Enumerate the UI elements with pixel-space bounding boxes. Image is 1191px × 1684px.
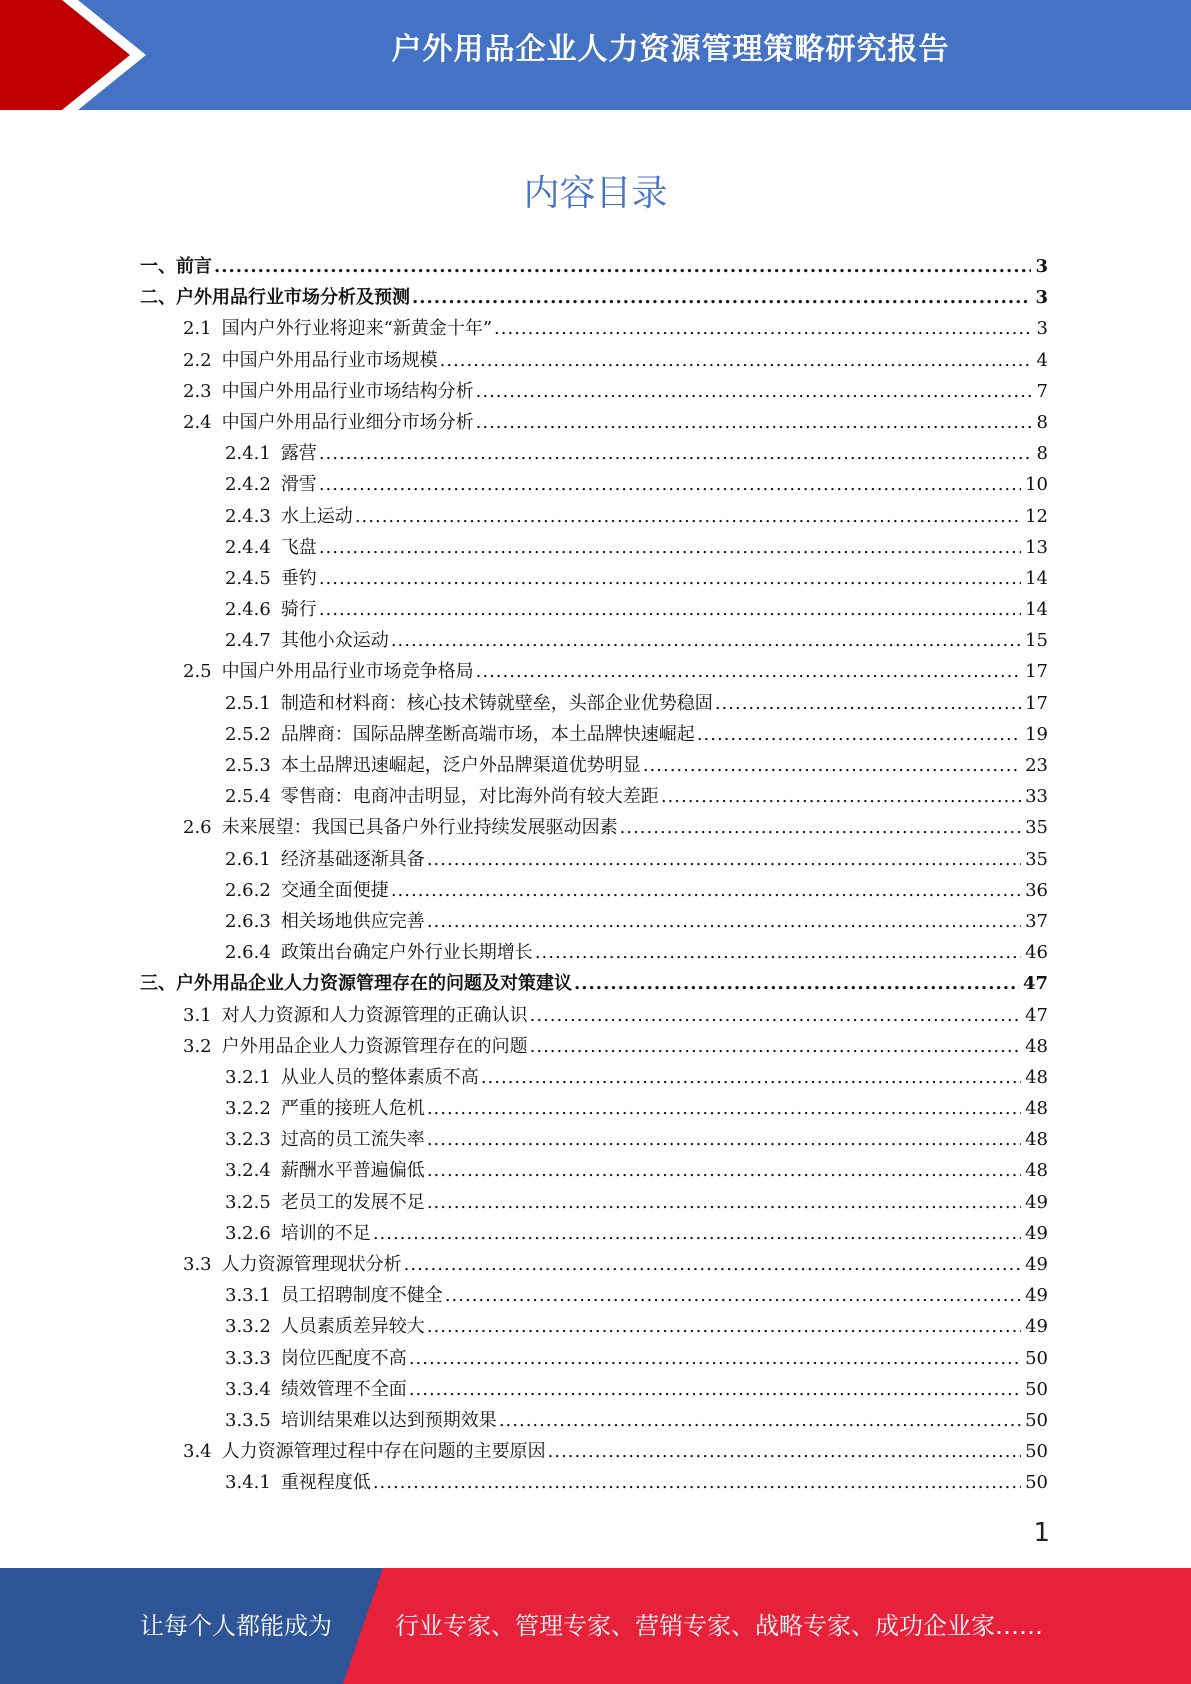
toc-entry-page: 14 — [1025, 567, 1048, 589]
toc-entry-title: 从业人员的整体素质不高 — [280, 1066, 479, 1088]
toc-entry-number: 3.3.2 — [225, 1316, 271, 1338]
toc-entry-title: 中国户外用品行业市场规模 — [221, 349, 438, 371]
toc-entry-page: 50 — [1025, 1347, 1048, 1369]
toc-dot-leader — [319, 474, 1021, 495]
toc-entry-number: 3.3.4 — [225, 1378, 271, 1400]
toc-dot-leader — [445, 1285, 1021, 1306]
toc-dot-leader — [373, 1472, 1021, 1493]
toc-entry-page: 3 — [1035, 256, 1048, 277]
toc-entry-page: 14 — [1025, 599, 1048, 621]
toc-dot-leader — [643, 755, 1021, 776]
toc-entry-title: 品牌商：国际品牌垄断高端市场，本土品牌快速崛起 — [280, 723, 695, 745]
toc-entry[interactable] — [140, 689, 1048, 720]
toc-entry-page: 35 — [1025, 817, 1048, 839]
toc-entry-page: 50 — [1025, 1378, 1048, 1400]
toc-entry[interactable] — [140, 1406, 1048, 1437]
toc-entry[interactable] — [140, 907, 1048, 938]
toc-entry[interactable] — [140, 1032, 1048, 1063]
toc-entry-page: 3 — [1036, 318, 1048, 340]
toc-entry-page: 12 — [1025, 505, 1048, 527]
toc-entry-page: 46 — [1025, 942, 1048, 964]
toc-entry-title: 培训的不足 — [280, 1222, 371, 1244]
toc-entry[interactable] — [140, 1468, 1048, 1499]
toc-entry-title: 骑行 — [280, 599, 317, 621]
toc-entry[interactable] — [140, 502, 1048, 533]
toc-entry-number: 3.2.2 — [225, 1098, 271, 1120]
toc-entry-number: 2.4.4 — [225, 536, 271, 558]
toc-dot-leader — [319, 443, 1033, 464]
toc-entry[interactable] — [140, 470, 1048, 501]
toc-entry-title: 中国户外用品行业市场结构分析 — [221, 380, 474, 402]
toc-entry-number: 2.4.5 — [225, 567, 271, 589]
document-title: 户外用品企业人力资源管理策略研究报告 — [391, 32, 950, 67]
toc-entry-title: 国内户外行业将迎来“新黄金十年” — [221, 318, 493, 340]
toc-entry[interactable] — [140, 408, 1048, 439]
toc-entry[interactable] — [140, 346, 1048, 377]
toc-dot-leader — [404, 1254, 1021, 1275]
toc-entry-number: 二、 — [140, 287, 176, 309]
toc-entry-number: 3.3.3 — [225, 1347, 271, 1369]
toc-entry-title: 交通全面便捷 — [280, 879, 389, 901]
toc-entry-number: 3.2.3 — [225, 1129, 271, 1151]
toc-entry[interactable] — [140, 1250, 1048, 1281]
toc-dot-leader — [476, 381, 1033, 402]
toc-entry-title: 前言 — [176, 256, 212, 277]
toc-entry[interactable] — [140, 751, 1048, 782]
toc-dot-leader — [214, 256, 1031, 277]
toc-entry-page: 49 — [1025, 1316, 1048, 1338]
footer-slogan-right: 行业专家、管理专家、营销专家、战略专家、成功企业家…… — [395, 1612, 1043, 1640]
toc-dot-leader — [319, 599, 1021, 620]
toc-dot-leader — [535, 942, 1021, 963]
toc-entry[interactable] — [140, 969, 1048, 1000]
toc-entry[interactable] — [140, 876, 1048, 907]
toc-entry-number: 三、 — [140, 973, 176, 995]
toc-entry[interactable] — [140, 439, 1048, 470]
toc-dot-leader — [715, 693, 1021, 714]
toc-entry-page: 48 — [1025, 1066, 1048, 1088]
toc-entry[interactable] — [140, 720, 1048, 751]
toc-entry-page: 8 — [1036, 411, 1048, 433]
toc-entry-number: 2.6.4 — [225, 942, 271, 964]
toc-entry-page: 47 — [1025, 1004, 1048, 1026]
toc-dot-leader — [427, 1098, 1021, 1119]
toc-dot-leader — [391, 880, 1021, 901]
toc-entry[interactable] — [140, 1063, 1048, 1094]
toc-entry-title: 政策出台确定户外行业长期增长 — [280, 942, 533, 964]
toc-entry-number: 3.2.5 — [225, 1191, 271, 1213]
toc-entry-title: 老员工的发展不足 — [280, 1191, 425, 1213]
toc-entry-title: 其他小众运动 — [280, 630, 389, 652]
toc-entry-page: 49 — [1025, 1285, 1048, 1307]
toc-entry[interactable] — [140, 657, 1048, 688]
toc-entry[interactable] — [140, 564, 1048, 595]
toc-entry-page: 48 — [1025, 1098, 1048, 1120]
toc-dot-leader — [620, 817, 1021, 838]
toc-entry-number: 2.2 — [183, 349, 212, 371]
toc-entry[interactable] — [140, 938, 1048, 969]
toc-entry-title: 人力资源管理现状分析 — [221, 1254, 402, 1275]
toc-dot-leader — [476, 661, 1021, 682]
toc-entry-number: 2.4.3 — [225, 505, 271, 527]
toc-entry-page: 48 — [1025, 1160, 1048, 1182]
toc-dot-leader — [530, 1036, 1021, 1057]
toc-entry-page: 36 — [1025, 879, 1048, 901]
toc-dot-leader — [427, 1316, 1021, 1337]
footer-banner — [0, 1568, 1191, 1684]
toc-dot-leader — [530, 1005, 1021, 1026]
toc-entry-page: 17 — [1025, 661, 1048, 683]
toc-entry-title: 相关场地供应完善 — [280, 910, 425, 932]
toc-entry[interactable] — [140, 845, 1048, 876]
toc-entry-title: 重视程度低 — [280, 1472, 371, 1494]
toc-entry-number: 2.4.7 — [225, 630, 271, 652]
toc-entry-number: 2.5.1 — [225, 692, 271, 714]
toc-dot-leader — [373, 1223, 1021, 1244]
toc-entry-page: 8 — [1036, 443, 1048, 465]
toc-dot-leader — [391, 630, 1021, 651]
toc-entry-number: 2.6.1 — [225, 848, 271, 870]
toc-entry-title: 岗位匹配度不高 — [280, 1347, 407, 1369]
toc-entry-number: 3.1 — [183, 1004, 212, 1026]
toc-entry-page: 15 — [1025, 630, 1048, 652]
toc-dot-leader — [697, 724, 1021, 745]
toc-entry-title: 未来展望：我国已具备户外行业持续发展驱动因素 — [221, 817, 618, 839]
toc-entry[interactable] — [140, 377, 1048, 408]
toc-entry-page: 47 — [1022, 973, 1048, 995]
toc-entry-page: 49 — [1025, 1191, 1048, 1213]
toc-entry-number: 3.2.4 — [225, 1160, 271, 1182]
toc-entry-page: 4 — [1036, 349, 1048, 371]
toc-heading: 内容目录 — [523, 173, 668, 214]
toc-entry[interactable] — [140, 533, 1048, 564]
toc-entry-title: 水上运动 — [280, 505, 353, 527]
toc-entry-title: 制造和材料商：核心技术铸就壁垒，头部企业优势稳固 — [280, 692, 713, 714]
toc-entry-title: 经济基础逐渐具备 — [280, 848, 425, 870]
table-of-contents — [140, 252, 1048, 1500]
toc-entry-title: 中国户外用品行业细分市场分析 — [221, 411, 474, 433]
toc-entry-page: 50 — [1025, 1472, 1048, 1494]
toc-dot-leader — [661, 786, 1021, 807]
toc-entry-number: 2.4 — [183, 411, 212, 433]
toc-dot-leader — [427, 1192, 1021, 1213]
toc-entry-title: 中国户外用品行业市场竞争格局 — [221, 661, 474, 683]
toc-entry-page: 48 — [1025, 1129, 1048, 1151]
toc-entry-page: 37 — [1025, 910, 1048, 932]
toc-entry-title: 零售商：电商冲击明显，对比海外尚有较大差距 — [280, 786, 659, 808]
toc-dot-leader — [412, 287, 1031, 308]
toc-entry-page: 7 — [1036, 380, 1048, 402]
toc-entry-number: 2.5.4 — [225, 786, 271, 808]
toc-dot-leader — [409, 1348, 1021, 1369]
toc-dot-leader — [319, 568, 1021, 589]
toc-entry-title: 人员素质差异较大 — [280, 1316, 425, 1338]
toc-entry[interactable] — [140, 252, 1048, 283]
page-number: 1 — [1033, 1518, 1050, 1548]
toc-dot-leader — [499, 1410, 1021, 1431]
toc-entry-title: 户外用品企业人力资源管理存在的问题 — [221, 1035, 528, 1057]
toc-entry-title: 露营 — [280, 443, 317, 465]
toc-dot-leader — [427, 849, 1021, 870]
toc-dot-leader — [409, 1379, 1021, 1400]
toc-entry-number: 3.2 — [183, 1035, 212, 1057]
toc-entry-number: 3.3.1 — [225, 1285, 271, 1307]
toc-entry-title: 滑雪 — [280, 474, 317, 496]
toc-entry[interactable] — [140, 1094, 1048, 1125]
toc-entry-title: 过高的员工流失率 — [280, 1129, 425, 1151]
toc-entry-title: 人力资源管理过程中存在问题的主要原因 — [221, 1441, 546, 1463]
toc-dot-leader — [481, 1067, 1021, 1088]
toc-entry-page: 50 — [1025, 1441, 1048, 1463]
toc-entry-title: 对人力资源和人力资源管理的正确认识 — [221, 1004, 528, 1026]
toc-entry[interactable] — [140, 1375, 1048, 1406]
toc-entry-number: 2.6.3 — [225, 910, 271, 932]
toc-entry-title: 绩效管理不全面 — [280, 1378, 407, 1400]
toc-entry-title: 严重的接班人危机 — [280, 1098, 425, 1120]
toc-entry-number: 2.5 — [183, 661, 212, 683]
toc-entry-number: 3.2.1 — [225, 1066, 271, 1088]
toc-entry-title: 垂钓 — [280, 567, 317, 589]
toc-entry[interactable] — [140, 1219, 1048, 1250]
toc-entry-number: 2.4.2 — [225, 474, 271, 496]
toc-entry-number: 2.6.2 — [225, 879, 271, 901]
toc-entry-page: 23 — [1025, 755, 1048, 776]
toc-entry-page: 49 — [1025, 1222, 1048, 1244]
toc-dot-leader — [427, 1129, 1021, 1150]
toc-entry[interactable] — [140, 1344, 1048, 1375]
toc-entry-number: 3.4 — [183, 1441, 212, 1463]
toc-dot-leader — [476, 412, 1033, 433]
toc-entry-title: 本土品牌迅速崛起，泛户外品牌渠道优势明显 — [280, 755, 641, 776]
toc-entry[interactable] — [140, 813, 1048, 844]
toc-dot-leader — [319, 537, 1021, 558]
toc-entry-page: 50 — [1025, 1409, 1048, 1431]
toc-entry-number: 2.4.1 — [225, 443, 271, 465]
toc-entry-page: 35 — [1025, 848, 1048, 870]
toc-entry[interactable] — [140, 782, 1048, 813]
toc-entry[interactable] — [140, 1281, 1048, 1312]
toc-entry-page: 48 — [1025, 1035, 1048, 1057]
toc-entry[interactable] — [140, 1001, 1048, 1032]
toc-dot-leader — [548, 1441, 1021, 1462]
toc-entry-number: 2.4.6 — [225, 599, 271, 621]
toc-entry-title: 员工招聘制度不健全 — [280, 1285, 443, 1307]
toc-entry-page: 19 — [1025, 723, 1048, 745]
toc-entry-title: 培训结果难以达到预期效果 — [280, 1409, 497, 1431]
toc-dot-leader — [427, 1160, 1021, 1181]
toc-entry-number: 3.2.6 — [225, 1222, 271, 1244]
toc-entry[interactable] — [140, 1125, 1048, 1156]
toc-entry-page: 33 — [1025, 786, 1048, 808]
toc-entry-title: 薪酬水平普遍偏低 — [280, 1160, 425, 1182]
toc-entry-number: 2.1 — [183, 318, 212, 340]
toc-entry-title: 户外用品企业人力资源管理存在的问题及对策建议 — [176, 973, 572, 995]
toc-dot-leader — [355, 506, 1021, 527]
toc-entry[interactable] — [140, 626, 1048, 657]
toc-entry-page: 13 — [1025, 536, 1048, 558]
toc-dot-leader — [427, 911, 1021, 932]
toc-entry-number: 3.3.5 — [225, 1409, 271, 1431]
toc-entry[interactable] — [140, 1188, 1048, 1219]
toc-entry-page: 10 — [1025, 474, 1048, 496]
toc-entry[interactable] — [140, 595, 1048, 626]
toc-entry[interactable] — [140, 1156, 1048, 1187]
header-banner — [0, 0, 1191, 110]
toc-dot-leader — [574, 973, 1019, 994]
toc-entry[interactable] — [140, 283, 1048, 314]
toc-entry-title: 户外用品行业市场分析及预测 — [176, 287, 410, 309]
toc-entry-number: 2.3 — [183, 380, 212, 402]
toc-entry[interactable] — [140, 314, 1048, 345]
toc-dot-leader — [440, 350, 1033, 371]
toc-entry-number: 一、 — [140, 256, 176, 277]
toc-entry-page: 49 — [1025, 1254, 1048, 1275]
toc-dot-leader — [494, 318, 1033, 339]
toc-entry-number: 2.5.3 — [225, 755, 271, 776]
toc-entry-number: 3.3 — [183, 1254, 212, 1275]
toc-entry[interactable] — [140, 1312, 1048, 1343]
toc-entry[interactable] — [140, 1437, 1048, 1468]
toc-entry-page: 17 — [1025, 692, 1048, 714]
toc-entry-number: 3.4.1 — [225, 1472, 271, 1494]
toc-entry-title: 飞盘 — [280, 536, 317, 558]
toc-entry-page: 3 — [1035, 287, 1048, 309]
toc-entry-number: 2.6 — [183, 817, 212, 839]
footer-slogan-left: 让每个人都能成为 — [140, 1612, 332, 1640]
toc-entry-number: 2.5.2 — [225, 723, 271, 745]
